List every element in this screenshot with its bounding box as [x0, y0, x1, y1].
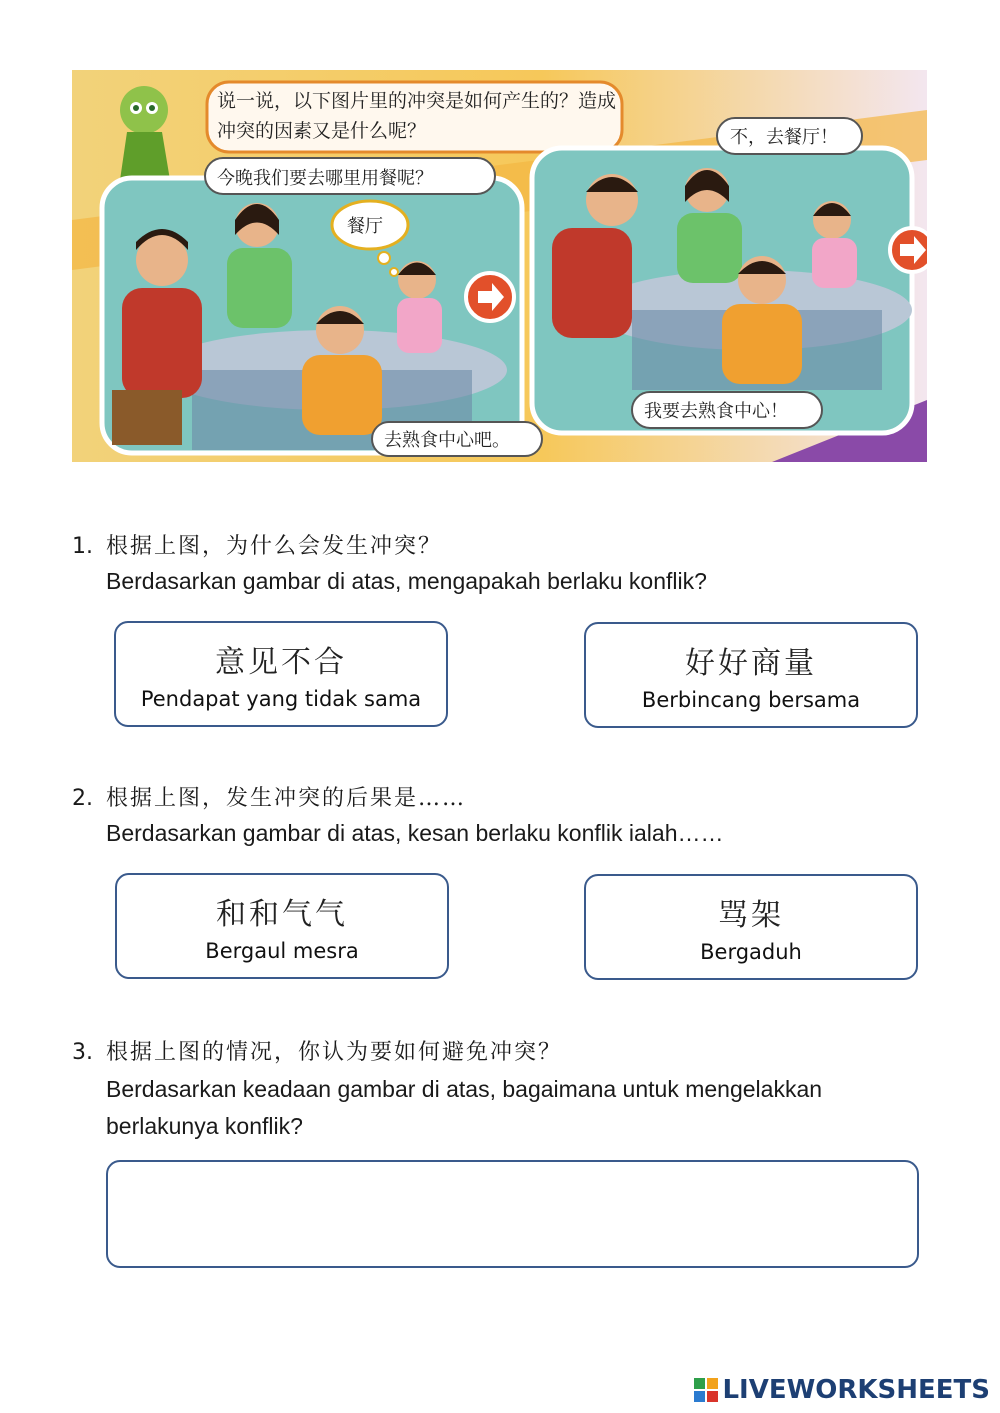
girl-thought-text: 餐厅 — [347, 216, 383, 237]
q1-option-2[interactable] — [584, 622, 918, 728]
question-3-number: 3. — [72, 1040, 93, 1065]
mascot-bubble-text: 说一说，以下图片里的冲突是如何产生的？造成冲突的因素又是什么呢？ — [217, 90, 617, 142]
question-3-ms-line2: berlakunya konflik? — [106, 1113, 303, 1139]
question-1-zh: 根据上图，为什么会发生冲突？ — [106, 534, 443, 559]
question-1-ms: Berdasarkan gambar di atas, mengapakah berlaku konflik? — [106, 568, 707, 594]
question-1-number: 1. — [72, 534, 93, 559]
question-3-zh: 根据上图的情况，你认为要如何避免冲突？ — [106, 1040, 563, 1065]
q2-option-1[interactable] — [115, 873, 449, 979]
liveworksheets-logo-icon — [694, 1378, 718, 1402]
question-2-number: 2. — [72, 786, 93, 811]
question-3 — [72, 1034, 822, 1145]
boy-speech-bubble-2 — [632, 392, 822, 428]
father-speech-bubble — [205, 158, 495, 194]
boy-speech-bubble-1 — [372, 422, 542, 456]
q2-option-2-zh: 骂架 — [718, 898, 784, 933]
question-3-ms-line1: Berdasarkan keadaan gambar di atas, bagaimana untuk mengelakkan — [106, 1076, 823, 1102]
q1-option-1-ms: Pendapat yang tidak sama — [140, 687, 422, 711]
mascot-speech-bubble — [207, 82, 622, 152]
brand-text: LIVEWORKSHEETS — [722, 1375, 990, 1405]
conflict-illustration — [72, 70, 927, 462]
q1-option-2-zh: 好好商量 — [685, 646, 817, 681]
q1-option-1-zh: 意见不合 — [215, 645, 347, 680]
boy-bubble-text-2: 我要去熟食中心！ — [644, 401, 788, 422]
q2-option-1-ms: Bergaul mesra — [205, 939, 359, 963]
panel-2 — [532, 148, 927, 433]
panel-1 — [102, 178, 522, 453]
liveworksheets-brand — [694, 1375, 990, 1405]
q2-option-1-zh: 和和气气 — [216, 897, 348, 932]
q2-option-2[interactable] — [584, 874, 918, 980]
girl-speech-bubble — [717, 118, 862, 154]
q2-option-2-ms: Bergaduh — [700, 940, 802, 964]
q3-answer-box[interactable] — [106, 1160, 919, 1268]
q1-option-1[interactable] — [114, 621, 448, 727]
q1-option-2-ms: Berbincang bersama — [641, 688, 861, 712]
boy-bubble-text-1: 去熟食中心吧。 — [384, 430, 510, 451]
question-2-zh: 根据上图，发生冲突的后果是…… — [106, 786, 467, 811]
father-bubble-text: 今晚我们要去哪里用餐呢？ — [217, 168, 433, 189]
question-2-ms: Berdasarkan gambar di atas, kesan berlaku konflik ialah…… — [106, 820, 724, 846]
question-2 — [72, 782, 724, 850]
question-1 — [72, 530, 707, 598]
girl-bubble-text: 不，去餐厅！ — [730, 127, 838, 148]
